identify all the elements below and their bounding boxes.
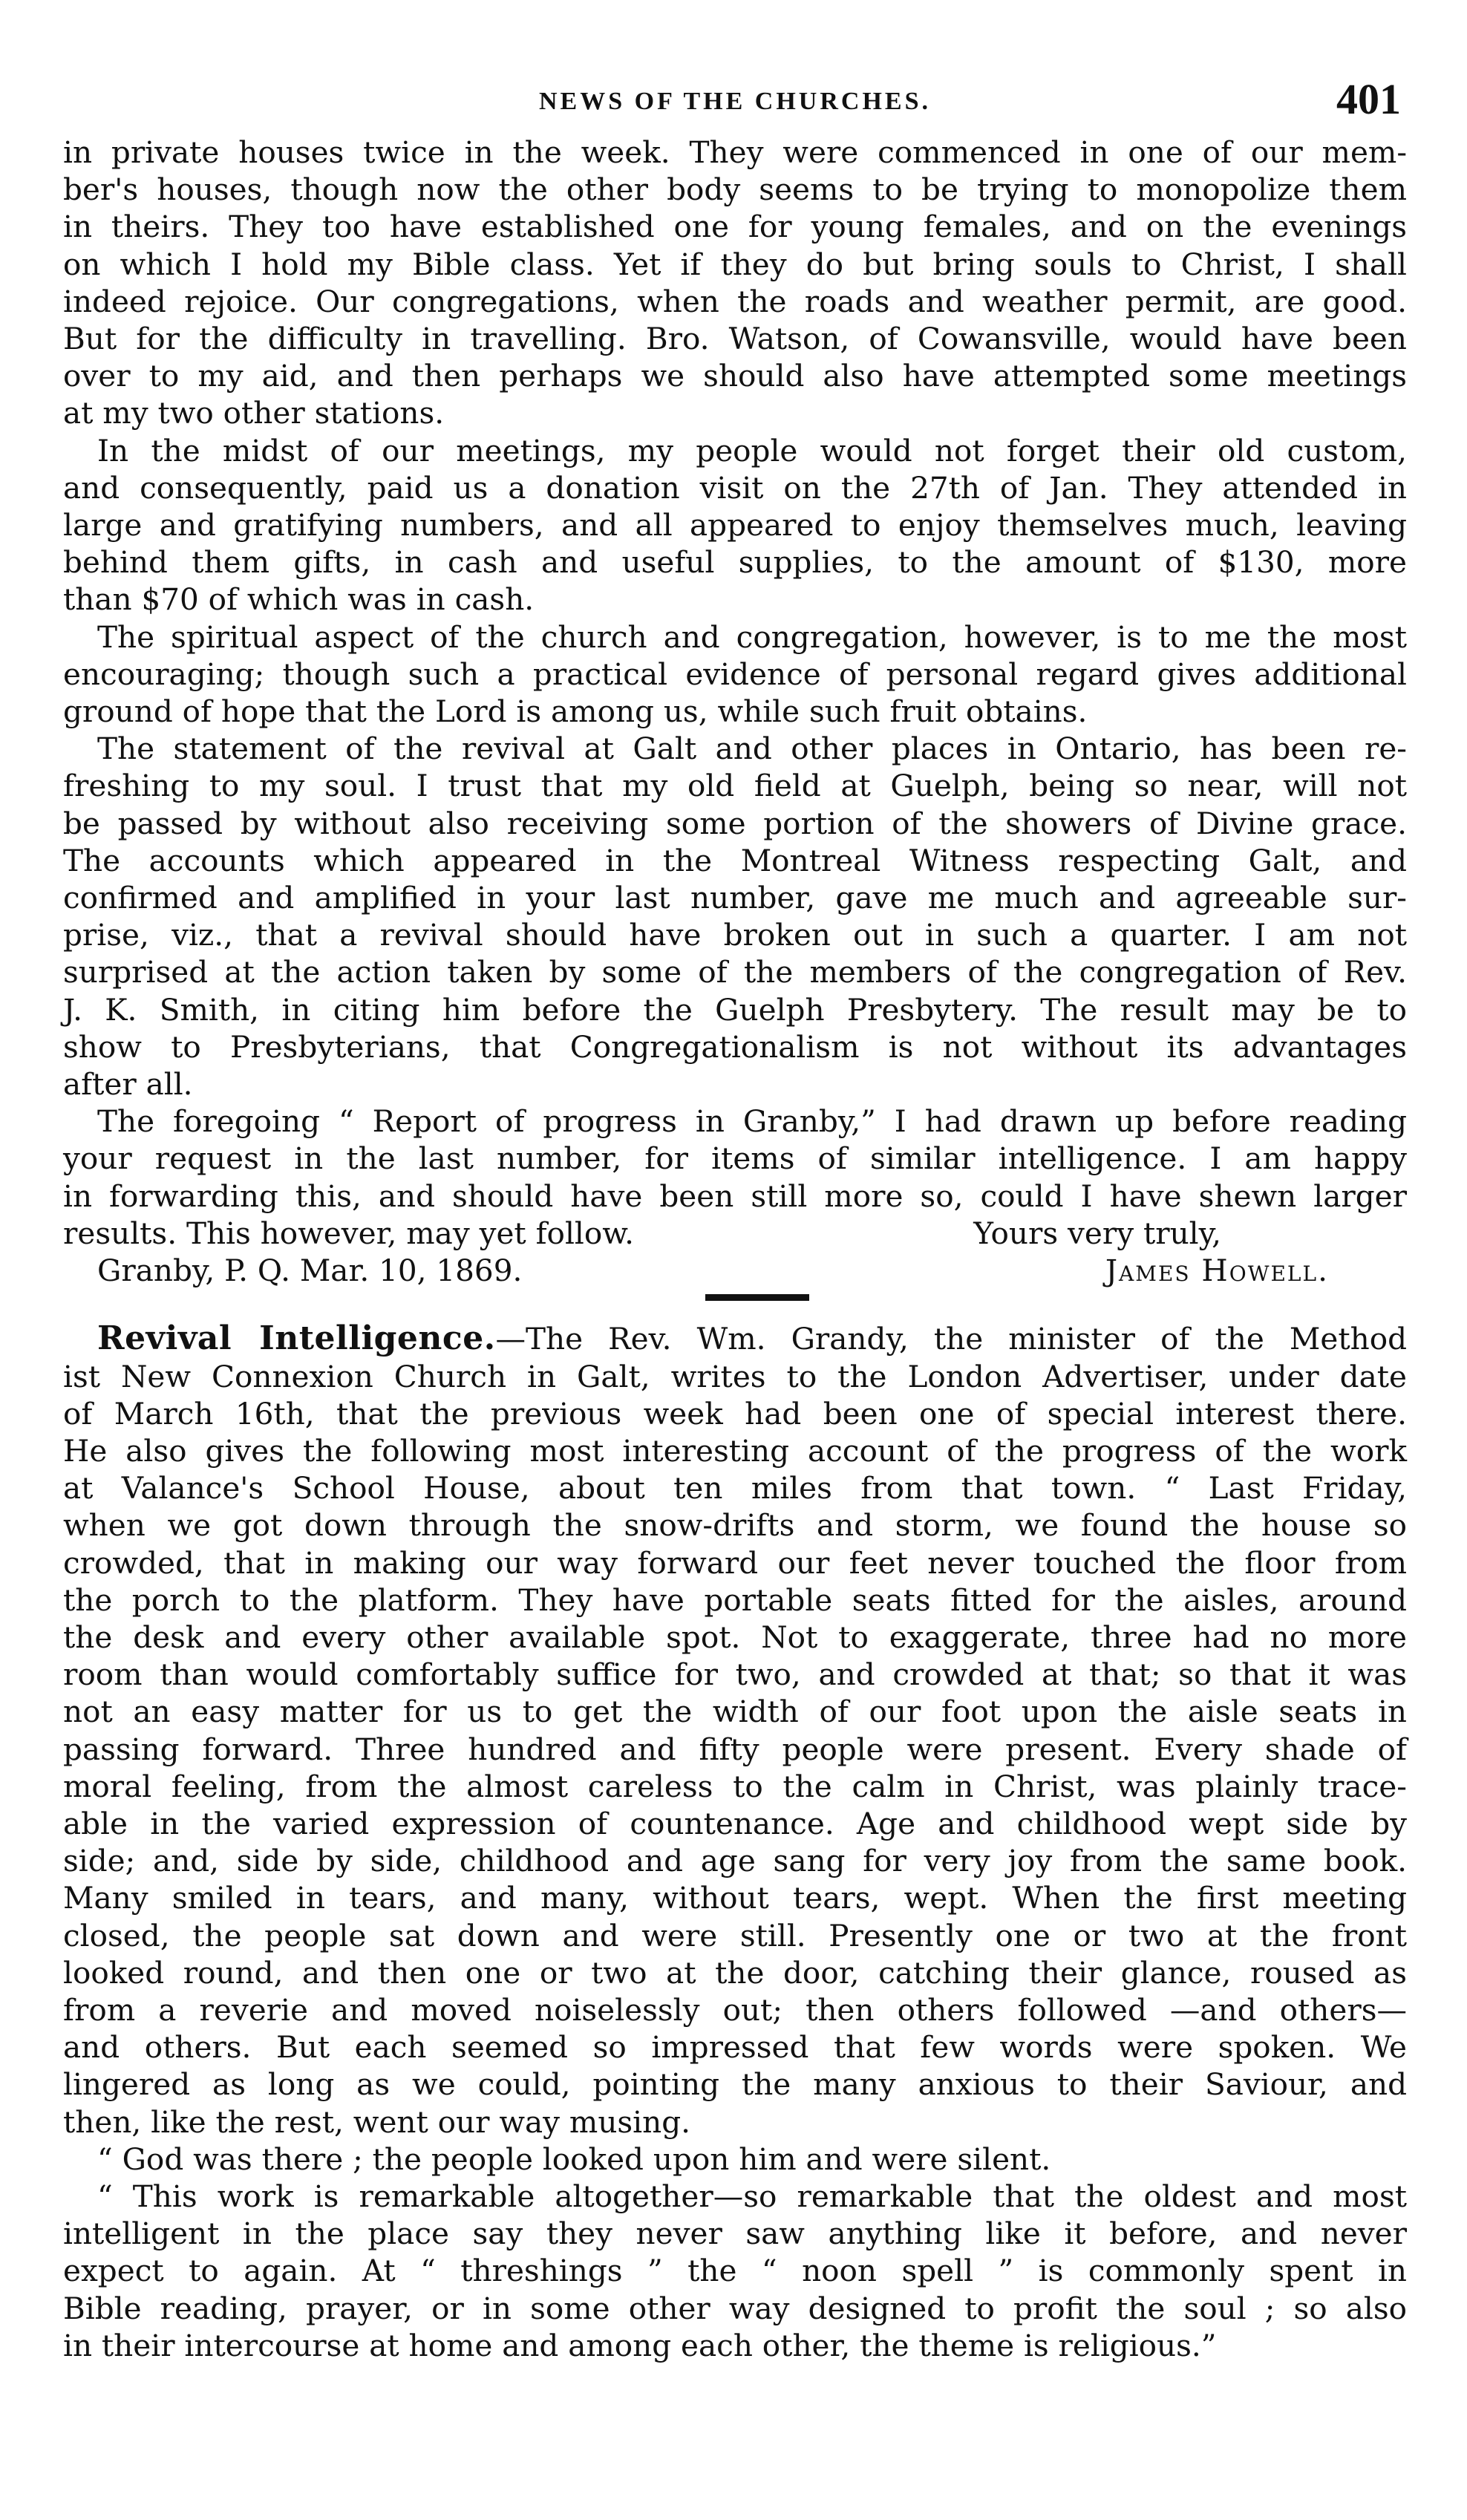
text-line: from a reverie and moved noiselessly out; then others followed —and others— — [63, 1991, 1407, 2028]
text-line: moral feeling, from the almost careless to the calm in Christ, was plainly trace- — [63, 1768, 1407, 1804]
section-divider — [705, 1294, 809, 1301]
text-line: encouraging; though such a practical evidence of personal regard gives additional — [63, 656, 1407, 692]
running-title: NEWS OF THE CHURCHES. — [539, 88, 931, 115]
text-line: after all. — [63, 1066, 193, 1103]
text-line: ber's houses, though now the other body seems to be trying to monopolize them — [63, 172, 1407, 208]
page — [63, 52, 1407, 2364]
text-line: Bible reading, prayer, or in some other way designed to profit the soul ; so also — [63, 2290, 1407, 2326]
text-line: at Valance's School House, about ten miles from that town. “ Last Friday, — [63, 1470, 1407, 1507]
text-line: the porch to the platform. They have portable seats fitted for the aisles, around — [63, 1581, 1407, 1618]
signature-row — [63, 1252, 1407, 1289]
text-line: over to my aid, and then perhaps we should also have attempted some meetings — [63, 358, 1407, 394]
text-line: in theirs. They too have established one for young females, and on the evenings — [63, 209, 1407, 245]
text-line: The statement of the revival at Galt and other places in Ontario, has been re- — [97, 731, 1407, 767]
text-line — [63, 1320, 1407, 1357]
text-line: intelligent in the place say they never saw anything like it before, and never — [63, 2216, 1407, 2252]
closing-row — [63, 1215, 1407, 1252]
text-line: looked round, and then one or two at the door, catching their glance, roused as — [63, 1954, 1407, 1991]
text-line: of March 16th, that the previous week had been one of special interest there. — [63, 1395, 1407, 1432]
section-divider-wrap — [63, 1289, 1407, 1320]
text-line: not an easy matter for us to get the width of our foot upon the aisle seats in — [63, 1694, 1407, 1730]
text-line: show to Presbyterians, that Congregationalism is not without its advantages — [63, 1028, 1407, 1065]
text-line: on which I hold my Bible class. Yet if they do but bring souls to Christ, I shall — [63, 246, 1407, 282]
text-line: side; and, side by side, childhood and age sang for very joy from the same book. — [63, 1843, 1407, 1879]
quote-1 — [63, 2141, 1407, 2178]
text-line: in private houses twice in the week. They were commenced in one of our mem- — [63, 134, 1407, 170]
text-line: able in the varied expression of countenance. Age and childhood wept side by — [63, 1805, 1407, 1841]
closing-text: results. This however, may yet follow. — [63, 1215, 634, 1251]
text-line: “ God was there ; the people looked upon him and were silent. — [97, 2141, 1051, 2177]
valediction: Yours very truly, — [973, 1215, 1221, 1251]
paragraph-4 — [63, 730, 1407, 1103]
text-line: in their intercourse at home and among each other, the theme is religious.” — [63, 2327, 1217, 2363]
text-line: and others. But each seemed so impressed that few words were spoken. We — [63, 2029, 1407, 2066]
text-line: prise, viz., that a revival should have broken out in such a quarter. I am not — [63, 917, 1407, 953]
text-line: confirmed and amplified in your last number, gave me much and agreeable sur- — [63, 880, 1407, 916]
text-line: In the midst of our meetings, my people would not forget their old custom, — [97, 432, 1407, 469]
text-line: “ This work is remarkable altogether—so remarkable that the oldest and most — [97, 2178, 1407, 2214]
paragraph-5 — [63, 1103, 1407, 1215]
text-line: ground of hope that the Lord is among us, while such fruit obtains. — [63, 693, 1088, 730]
text-line: ist New Connexion Church in Galt, writes to the London Advertiser, under date — [63, 1358, 1407, 1394]
article-heading: Revival Intelligence. — [97, 1319, 496, 1358]
text-line: behind them gifts, in cash and useful supplies, to the amount of $130, more — [63, 544, 1407, 581]
text-line: J. K. Smith, in citing him before the Guelph Presbytery. The result may be to — [63, 991, 1407, 1028]
text-line: But for the difficulty in travelling. Bro. Watson, of Cowansville, would have been — [63, 321, 1407, 357]
text-line: at my two other stations. — [63, 395, 445, 431]
text-line: lingered as long as we could, pointing the many anxious to their Saviour, and — [63, 2066, 1407, 2103]
text-line: than $70 of which was in cash. — [63, 581, 535, 618]
text-line: He also gives the following most interesting account of the progress of the work — [63, 1432, 1407, 1469]
running-head — [63, 52, 1407, 134]
paragraph-1 — [63, 134, 1407, 432]
text-line: freshing to my soul. I trust that my old field at Guelph, being so near, will not — [63, 768, 1407, 804]
revival-article — [63, 1320, 1407, 2140]
text-line: be passed by without also receiving some portion of the showers of Divine grace. — [63, 805, 1407, 841]
text-line: crowded, that in making our way forward our feet never touched the floor from — [63, 1544, 1407, 1581]
text-line: when we got down through the snow-drifts and storm, we found the house so — [63, 1507, 1407, 1544]
text-line: surprised at the action taken by some of the members of the congregation of Rev. — [63, 954, 1407, 990]
text-line: then, like the rest, went our way musing. — [63, 2103, 691, 2140]
text-line: The accounts which appeared in the Montreal Witness respecting Galt, and — [63, 842, 1407, 878]
text-line: passing forward. Three hundred and fifty people were present. Every shade of — [63, 1731, 1407, 1767]
text-line: closed, the people sat down and were still. Presently one or two at the front — [63, 1917, 1407, 1953]
paragraph-3 — [63, 618, 1407, 731]
text-line: The spiritual aspect of the church and congregation, however, is to me the most — [97, 618, 1407, 655]
text-line: room than would comfortably suffice for two, and crowded at that; so that it was — [63, 1656, 1407, 1693]
place-date: Granby, P. Q. Mar. 10, 1869. — [97, 1253, 523, 1289]
page-number: 401 — [1336, 75, 1401, 123]
text-line: your request in the last number, for items of similar intelligence. I am happy — [63, 1140, 1407, 1177]
text-line: and consequently, paid us a donation visit on the 27th of Jan. They attended in — [63, 469, 1407, 506]
text-line: in forwarding this, and should have been still more so, could I have shewn larger — [63, 1178, 1407, 1214]
text-line: the desk and every other available spot. Not to exaggerate, three had no more — [63, 1619, 1407, 1655]
signature-name: James Howell. — [1105, 1253, 1329, 1289]
text-line: Many smiled in tears, and many, without tears, wept. When the first meeting — [63, 1880, 1407, 1916]
text-line: expect to again. At “ threshings ” the “ noon spell ” is commonly spent in — [63, 2253, 1407, 2289]
text-line-rest: —The Rev. Wm. Grandy, the minister of the Method — [495, 1321, 1407, 1357]
text-line: The foregoing “ Report of progress in Granby,” I had drawn up before reading — [97, 1103, 1407, 1140]
quote-2 — [63, 2178, 1407, 2364]
text-line: indeed rejoice. Our congregations, when the roads and weather permit, are good. — [63, 283, 1407, 319]
paragraph-2 — [63, 432, 1407, 618]
text-line: large and gratifying numbers, and all appeared to enjoy themselves much, leaving — [63, 507, 1407, 544]
